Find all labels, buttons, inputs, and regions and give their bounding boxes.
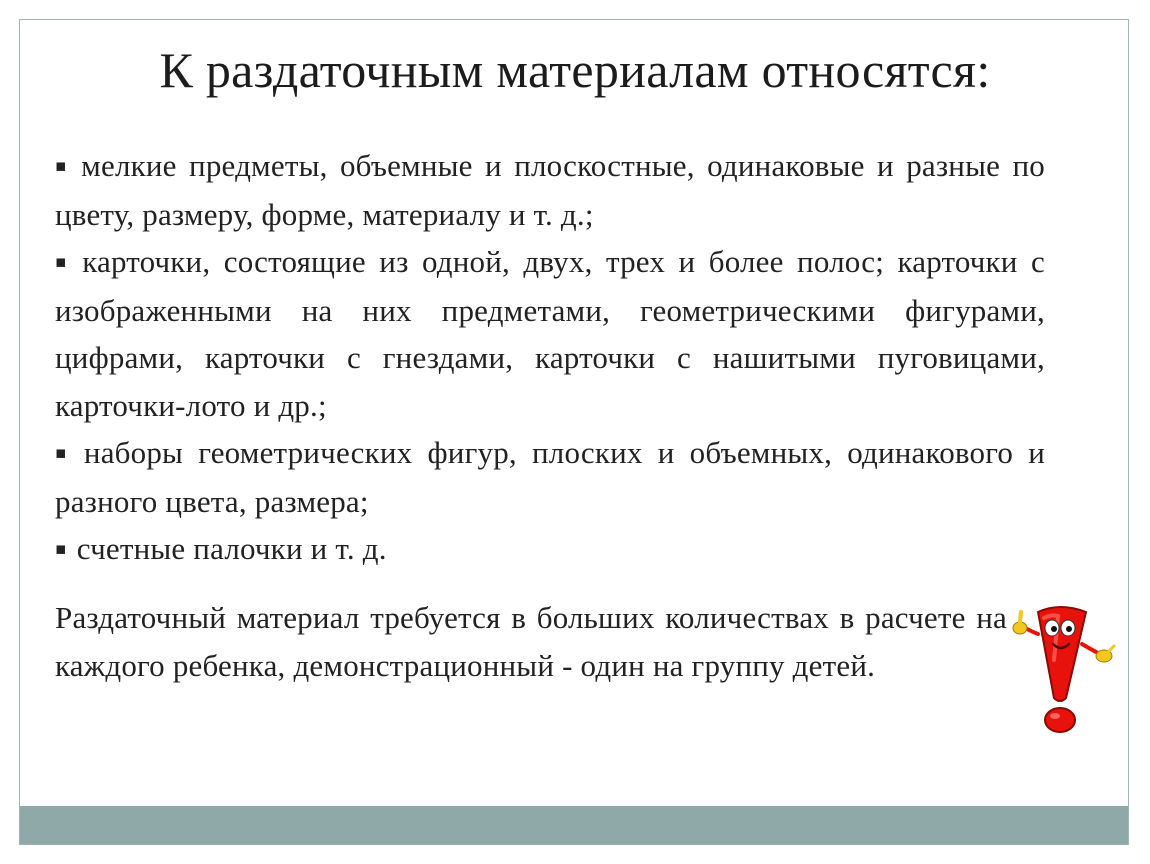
list-item-text: мелкие предметы, объемные и плоскостные, одинаковые и разные по цвету, размеру, форме, материалу и т. д.; xyxy=(55,148,1045,232)
bullet-list xyxy=(55,142,1045,574)
list-item xyxy=(55,238,1045,429)
list-item xyxy=(55,525,1045,574)
bullet-icon: ▪ xyxy=(55,252,73,272)
bullet-icon: ▪ xyxy=(55,539,67,559)
bullet-icon: ▪ xyxy=(55,156,72,176)
list-item-text: карточки, состоящие из одной, двух, трех и более полос; карточки с изображенными на них предметами, геометрическими фигурами, цифрами, карточки с гнездами, карточки с нашитыми пуговицами, карточки-лото и др.; xyxy=(55,244,1045,423)
slide-title: К раздаточным материалам относятся: xyxy=(159,42,991,98)
list-item-text: счетные палочки и т. д. xyxy=(76,531,387,566)
list-item xyxy=(55,429,1045,525)
footer-bar xyxy=(20,806,1128,844)
list-item xyxy=(55,142,1045,238)
list-item-text: наборы геометрических фигур, плоских и объемных, одинакового и разного цвета, размера; xyxy=(55,435,1045,519)
bullet-icon: ▪ xyxy=(55,443,74,463)
exclamation-mark-character-icon xyxy=(1008,600,1120,736)
note-paragraph: Раздаточный материал требуется в больших количествах в расчете на каждого ребенка, демонстрационный - один на группу детей. xyxy=(55,600,1007,683)
